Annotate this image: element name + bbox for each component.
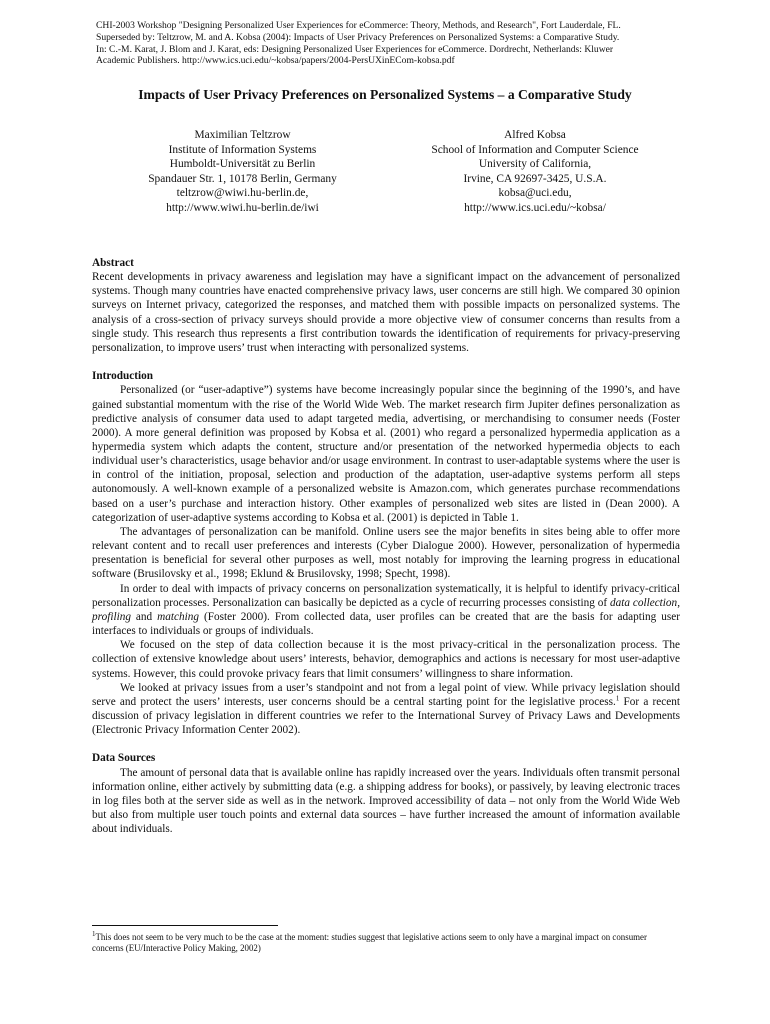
author-block-kobsa: [405, 128, 665, 216]
author-institution: University of California,: [478, 158, 592, 171]
footnote: [92, 932, 680, 955]
footnote-divider: [92, 925, 278, 926]
citation-header: [96, 20, 686, 67]
author-url: http://www.ics.uci.edu/~kobsa/: [464, 201, 606, 214]
header-line: Superseded by: Teltzrow, M. and A. Kobsa (2004): Impacts of User Privacy Preferences on Personalized Systems: a Comparative Study.: [96, 31, 620, 43]
footnote-text: This does not seem to be very much to be the case at the moment: studies suggest that legislative actions seem to only have a marginal impact on consumer concerns (EU/Interactive Policy Making, 2002): [92, 932, 647, 954]
paragraph: [92, 681, 680, 738]
author-name: Maximilian Teltzrow: [194, 129, 291, 141]
author-email: teltzrow@wiwi.hu-berlin.de,: [176, 187, 309, 200]
author-url: http://www.wiwi.hu-berlin.de/iwi: [166, 201, 319, 214]
data-sources-section: [92, 751, 680, 836]
footnote-mark: 1: [92, 930, 96, 939]
abstract-heading: Abstract: [92, 257, 134, 269]
header-line: CHI-2003 Workshop "Designing Personalized User Experiences for eCommerce: Theory, Methods, and Research", Fort Lauderdale, FL.: [96, 20, 621, 31]
header-line: Academic Publishers. http://www.ics.uci.edu/~kobsa/papers/2004-PersUXinECom-kobsa.pdf: [96, 55, 455, 67]
author-org: School of Information and Computer Science: [431, 143, 639, 156]
paragraph: Personalized (or “user-adaptive”) systems have become increasingly popular since the beginning of the 1990’s, and have gained substantial momentum with the rise of the World Wide Web. The market research firm Jupiter defines personalization as predictive analysis of consumer data used to adapt targeted media, advertising, or merchandising to consumer needs (Foster 2000). A more general definition was proposed by Kobsa et al. (2001) who regard a personalized hypermedia application as a hypermedia system which adapts the content, structure and/or presentation of the networked hypermedia objects to each individual user’s characteristics, usage behavior and/or usage environment. In contrast to user-adaptable systems where the user is in control of the initiation, proposal, selection and production of the adaptation, user-adaptive systems perform all steps autonomously. A well-known example of a personalized website is Amazon.com, which generates purchase recommendations based on a user’s purchase and interaction history. Other examples of personalized web sites are listed in (Dean 2000). A categorization of user-adaptive systems according to Kobsa et al. (2001) is depicted in Table 1.: [92, 384, 680, 524]
text-run: and: [130, 610, 158, 623]
paper-title: Impacts of User Privacy Preferences on Personalized Systems – a Comparative Study: [138, 87, 632, 102]
emphasis: matching: [157, 610, 200, 623]
author-block-teltzrow: [110, 128, 375, 216]
author-address: Spandauer Str. 1, 10178 Berlin, Germany: [148, 172, 337, 185]
text-run: (Foster 2000). From collected data, user profiles can be created that are the basis for adapting user interfaces to individuals or groups of individuals.: [92, 610, 680, 638]
author-org: Institute of Information Systems: [168, 143, 317, 156]
text-run: We looked at privacy issues from a user’s standpoint and not from a legal point of view. While privacy legislation should serve and protect the users’ interests, user concerns should be a central starting point for the legislative process.: [92, 681, 680, 708]
paper-body: [92, 256, 680, 851]
data-sources-heading: Data Sources: [92, 752, 156, 765]
author-name: Alfred Kobsa: [504, 129, 566, 141]
text-run: ,: [677, 596, 680, 609]
abstract-text: Recent developments in privacy awareness and legislation may have a significant impact on the advancement of personalized systems. Though many countries have enacted comprehensive privacy laws, user concerns are still high. We compared 30 opinion surveys on Internet privacy, categorized the responses, and matched them with possible impacts on personalized systems. The analysis of a cross-section of privacy surveys should provide a more objective view of consumer concerns than results from a single study. This research thus represents a first contribution towards the identification of requirements for privacy-preserving personalization, to improve users’ trust when interacting with personalized systems.: [92, 271, 680, 354]
emphasis: data collection: [609, 596, 678, 609]
paragraph: We focused on the step of data collection because it is the most privacy-critical in the personalization process. The collection of extensive knowledge about users’ interests, behavior, demographics and actions is necessary for most user-adaptive systems. However, this could provoke privacy fears that limit consumers’ willingness to share information.: [92, 639, 680, 680]
paragraph: The advantages of personalization can be manifold. Online users see the major benefits in sites being able to offer more relevant content and to recall user preferences and interests (Cyber Dialogue 2000). However, personalization of hypermedia presentation is beneficial for several other purposes as well, most notably for improving the learning progress in educational software (Brusilovsky et al., 1998; Eklund & Brusilovsky, 1998; Specht, 1998).: [92, 525, 680, 581]
emphasis: profiling: [92, 610, 131, 623]
paragraph: [92, 582, 680, 639]
footnote-reference: 1: [615, 694, 620, 703]
text-run: In order to deal with impacts of privacy concerns on personalization systematically, it is helpful to identify privacy-critical personalization processes. Personalization can basically be depicted as a cycle of recurring processes consisting of: [92, 582, 680, 609]
abstract-section: [92, 256, 680, 355]
introduction-heading: Introduction: [92, 370, 154, 383]
header-line: In: C.-M. Karat, J. Blom and J. Karat, eds: Designing Personalized User Experiences for eCommerce. Dordrecht, Netherlands: Kluwer: [96, 43, 614, 55]
paragraph: The amount of personal data that is available online has rapidly increased over the years. Individuals often transmit personal information online, either actively by submitting data (e.g. a shipping address for books), or passively, by leaving electronic traces in log files both at the server side as well as in the network. Improved accessibility of data – not only from the World Wide Web but also from multiple user touch points and external data sources – have further increased the amount of information available about individuals.: [92, 766, 680, 836]
introduction-section: [92, 369, 680, 737]
author-address: Irvine, CA 92697-3425, U.S.A.: [463, 172, 607, 185]
author-email: kobsa@uci.edu,: [498, 187, 572, 200]
author-institution: Humboldt-Universität zu Berlin: [169, 158, 316, 171]
text-run: For a recent discussion of privacy legislation in different countries we refer to the International Survey of Privacy Laws and Developments (Electronic Privacy Information Center 2002).: [92, 695, 680, 737]
